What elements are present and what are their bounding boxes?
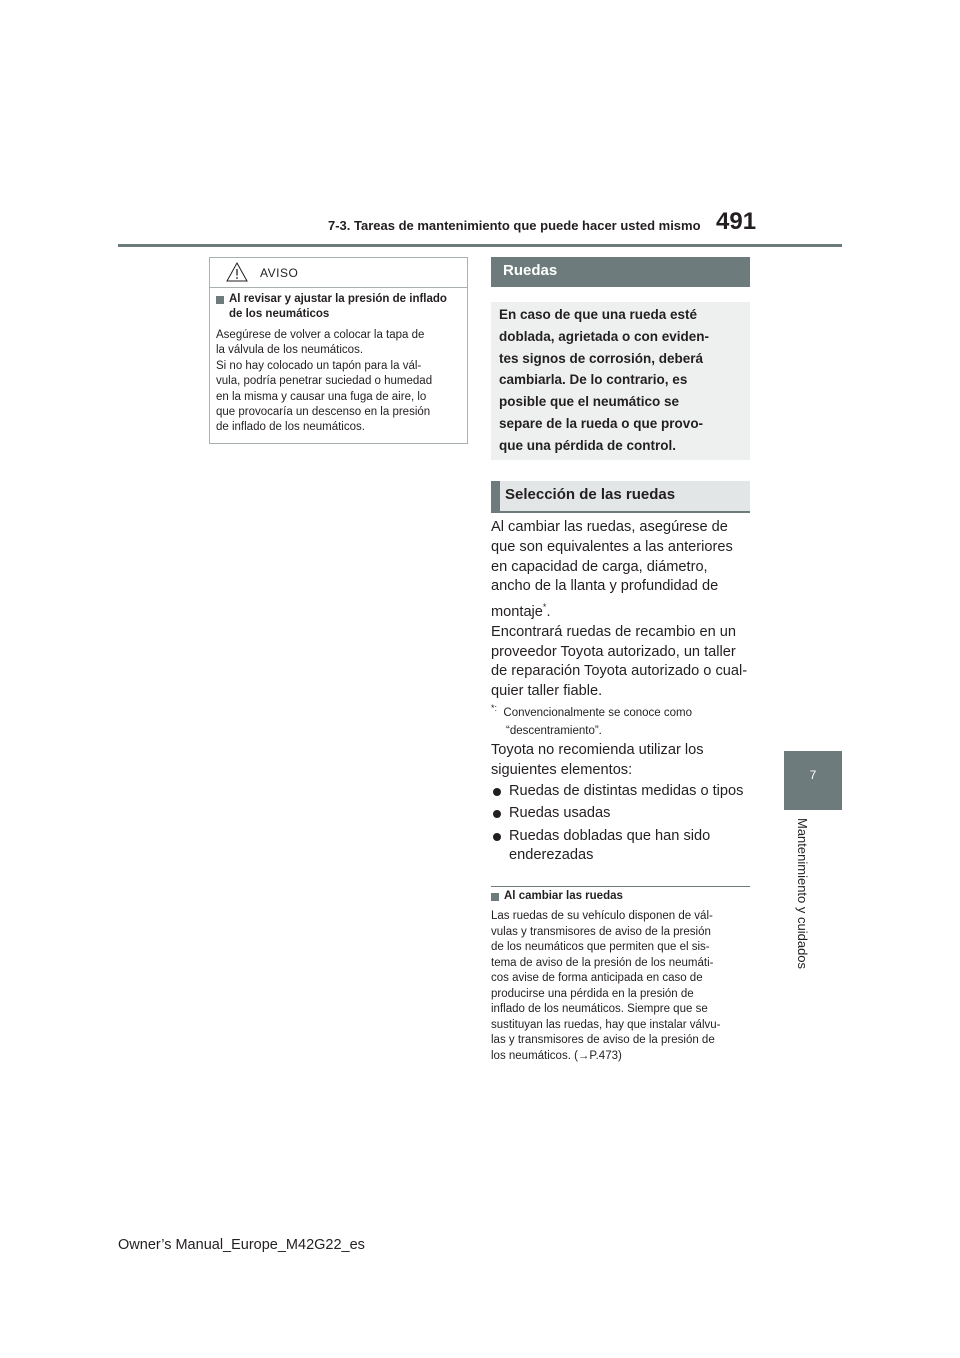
chapter-number: 7 — [809, 768, 817, 782]
highlight-line: cambiarla. De lo contrario, es — [499, 372, 688, 388]
ruedas-heading: Ruedas — [503, 262, 558, 279]
list-item — [491, 782, 753, 802]
note-line: sustituyan las ruedas, hay que instalar válvu- — [491, 1018, 721, 1031]
body-line: Toyota no recomienda utilizar los — [491, 742, 704, 758]
highlight-line: tes signos de corrosión, deberá — [499, 350, 704, 366]
ruedas-highlight-text — [499, 304, 745, 457]
note-line-page-reference[interactable]: los neumáticos. (→P.473) — [491, 1049, 622, 1062]
body-word: montaje — [491, 604, 543, 621]
warning-heading: Al revisar y ajustar la presión de inflado de los neumáticos — [229, 293, 447, 320]
list-item — [491, 804, 753, 824]
footnote-text: Convencionalmente se conoce como — [503, 706, 692, 719]
seleccion-paragraph-2 — [491, 741, 753, 781]
list-item-text: Ruedas de distintas medidas o tipos — [509, 783, 744, 799]
body-line: en capacidad de carga, diámetro, — [491, 558, 708, 575]
seleccion-header-underline — [491, 511, 750, 513]
body-line: Al cambiar las ruedas, asegúrese de — [491, 519, 728, 535]
warning-body-line: de inflado de los neumáticos. — [216, 421, 365, 434]
highlight-line: que una pérdida de control. — [499, 437, 677, 453]
note-line: inflado de los neumáticos. Siempre que se — [491, 1003, 708, 1015]
footer-text: Owner’s Manual_Europe_M42G22_es — [118, 1237, 365, 1253]
seleccion-heading: Selección de las ruedas — [505, 486, 676, 503]
warning-body-line: vula, podría penetrar suciedad o humedad — [216, 375, 433, 388]
chapter-title: Mantenimiento y cuidados — [795, 818, 810, 970]
note-line: las y transmisores de aviso de la presión de — [491, 1034, 715, 1046]
highlight-line: separe de la rueda o que provo- — [499, 415, 704, 431]
body-line: proveedor Toyota autorizado, un taller — [491, 643, 736, 660]
section-title: 7-3. Tareas de mantenimiento que puede hacer usted mismo — [328, 218, 701, 233]
list-item — [491, 827, 753, 867]
list-item-text: Ruedas dobladas que han sido enderezadas — [509, 827, 711, 864]
footnote-mark: * — [542, 602, 547, 613]
highlight-line: En caso de que una rueda esté — [499, 307, 698, 322]
bullet-dot-icon — [493, 833, 501, 841]
note-heading: Al cambiar las ruedas — [504, 890, 623, 902]
footnote-line: “descentramiento”. — [506, 724, 602, 737]
body-line: quier taller fiable. — [491, 683, 603, 700]
warning-body-line: Si no hay colocado un tapón para la vál- — [216, 359, 422, 372]
warning-label: AVISO — [260, 266, 299, 280]
footnote-line — [491, 699, 753, 722]
bullet-dot-icon — [493, 788, 501, 796]
note-line: cos avise de forma anticipada en caso de — [491, 972, 703, 984]
highlight-line: doblada, agrietada o con eviden- — [499, 328, 710, 344]
warning-body-line: Asegúrese de volver a colocar la tapa de — [216, 329, 425, 341]
footnote — [491, 699, 753, 740]
note-body — [491, 909, 753, 1064]
warning-triangle-icon — [226, 261, 248, 283]
warning-header-divider — [210, 287, 467, 288]
body-line-with-footnote — [491, 598, 753, 623]
square-bullet-icon — [216, 296, 224, 304]
footnote-prefix: *: — [491, 703, 498, 713]
body-line: ancho de la llanta y profundidad de — [491, 578, 719, 595]
note-line: Las ruedas de su vehículo disponen de vál- — [491, 910, 713, 922]
header-divider — [118, 244, 842, 247]
warning-body-line: que provocaría un descenso en la presión — [216, 406, 431, 419]
body-line: de reparación Toyota autorizado o cual- — [491, 663, 748, 680]
body-line: siguientes elementos: — [491, 761, 633, 778]
note-line: tema de aviso de la presión de los neumáti- — [491, 956, 714, 969]
note-divider — [491, 886, 750, 887]
page-number: 491 — [716, 208, 757, 235]
not-recommended-list — [491, 782, 753, 869]
bullet-dot-icon — [493, 810, 501, 818]
highlight-line: posible que el neumático se — [499, 394, 680, 410]
seleccion-paragraph-1 — [491, 518, 753, 702]
note-line: producirse una pérdida en la presión de — [491, 987, 694, 1000]
note-line: vulas y transmisores de aviso de la presión — [491, 925, 711, 938]
warning-body-line: en la misma y causar una fuga de aire, lo — [216, 390, 427, 403]
period: . — [546, 604, 551, 621]
body-line: que son equivalentes a las anteriores — [491, 538, 733, 555]
seleccion-header-accent — [491, 481, 500, 511]
note-line: de los neumáticos que permiten que el sis- — [491, 941, 710, 953]
warning-body-line: la válvula de los neumáticos. — [216, 344, 364, 357]
square-bullet-icon — [491, 893, 499, 901]
warning-body — [216, 328, 462, 436]
body-line: Encontrará ruedas de recambio en un — [491, 623, 737, 640]
list-item-text: Ruedas usadas — [509, 805, 611, 822]
